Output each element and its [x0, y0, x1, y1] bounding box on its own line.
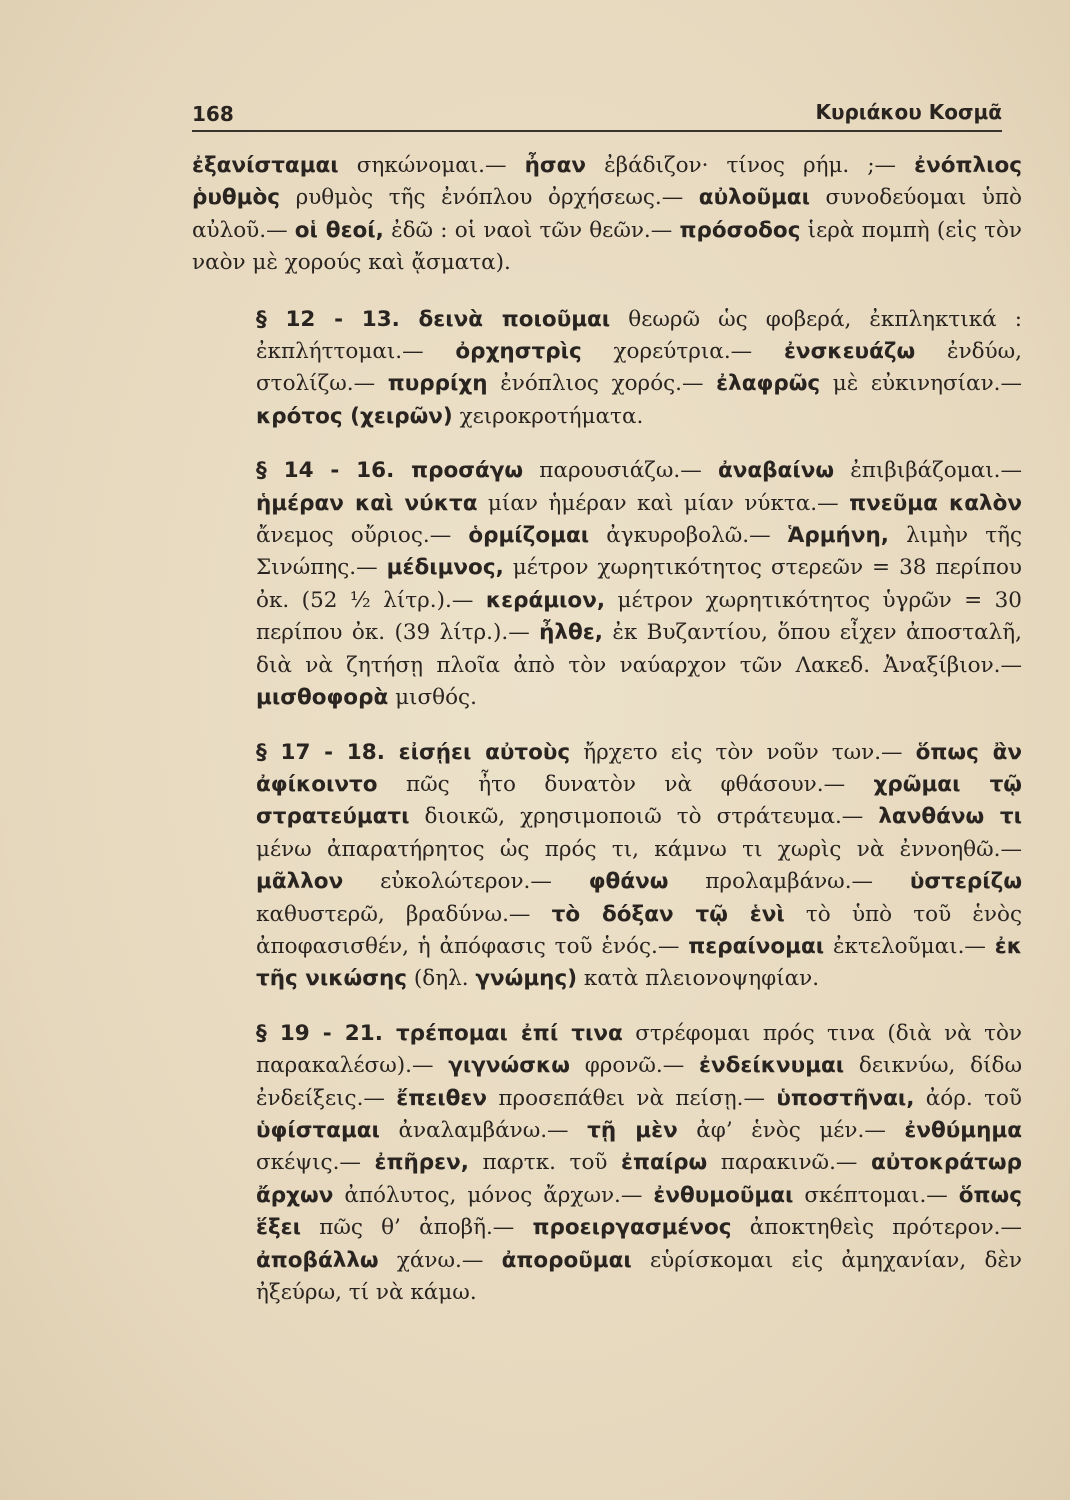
glossary-term: γνώμης)	[475, 966, 578, 992]
glossary-term: πυρρίχη	[387, 371, 488, 397]
glossary-definition: χορεύτρια.—	[581, 339, 784, 365]
glossary-definition: καθυστερῶ, βραδύνω.—	[256, 901, 552, 927]
glossary-paragraph	[192, 1018, 1022, 1310]
glossary-term: αὐτοκράτωρ ἄρχων	[256, 1150, 1022, 1208]
glossary-term: φθάνω	[588, 869, 669, 895]
glossary-definition: θεωρῶ ὡς φοβερά, ἐκπληκτικά : ἐκπλήττομαι.—	[256, 306, 1022, 365]
glossary-definition: κατὰ πλειονοψηφίαν.	[577, 966, 820, 992]
glossary-definition: χάνω.—	[378, 1247, 502, 1273]
page-header	[192, 100, 1002, 132]
glossary-term: μᾶλλον	[256, 869, 344, 895]
glossary-term: ὅπως ἕξει	[256, 1182, 1022, 1241]
glossary-definition: διοικῶ, χρησιμοποιῶ τὸ στράτευμα.—	[409, 804, 879, 830]
glossary-term: χρῶμαι τῷ στρατεύματι	[256, 771, 1022, 830]
glossary-definition: μένω ἀπαρατήρητος ὡς πρός τι, κάμνω τι χωρὶς νὰ ἐννοηθῶ.—	[256, 836, 1022, 862]
glossary-term: Ἁρμήνη,	[787, 523, 889, 549]
glossary-definition: σηκώνομαι.—	[338, 153, 525, 178]
glossary-term: ἐπαίρω	[621, 1150, 708, 1176]
glossary-definition: μέτρον χωρητικότητος στερεῶν = 38 περίπου ὀκ. (52 ½ λίτρ.).—	[256, 555, 1022, 613]
glossary-definition: λιμὴν τῆς Σινώπης.—	[256, 523, 1023, 581]
glossary-definition: στρέφομαι πρός τινα (διὰ νὰ τὸν παρακαλέσω).—	[256, 1020, 1022, 1079]
glossary-term: ἡμέραν καὶ νύκτα	[256, 490, 478, 516]
glossary-definition: ἐπιβιβάζομαι.—	[834, 458, 1022, 484]
glossary-term: κρότος (χειρῶν)	[256, 403, 453, 429]
glossary-definition: ἐδῶ : οἱ ναοὶ τῶν θεῶν.—	[383, 217, 680, 243]
glossary-term: ὑποστῆναι,	[776, 1085, 915, 1111]
glossary-definition: δεικνύω, δίδω ἐνδείξεις.—	[256, 1053, 1022, 1111]
glossary-definition: παρουσιάζω.—	[523, 458, 718, 484]
glossary-definition: ἐνόπλιος χορός.—	[487, 371, 717, 397]
section-marker: § 19 - 21.	[256, 1020, 396, 1046]
glossary-term: ὁρμίζομαι	[468, 523, 590, 549]
glossary-definition: πῶς ἦτο δυνατὸν νὰ φθάσουν.—	[377, 771, 874, 797]
glossary-definition: ἐνδύω, στολίζω.—	[256, 339, 1023, 397]
glossary-definition: ρυθμὸς τῆς ἐνόπλου ὀρχήσεως.—	[280, 185, 699, 211]
glossary-definition: ἀναλαμβάνω.—	[379, 1117, 588, 1143]
glossary-term: πρόσοδος	[679, 217, 801, 243]
glossary-term: αὐλοῦμαι	[698, 185, 810, 211]
glossary-term: τῇ μὲν	[587, 1117, 678, 1143]
glossary-definition: ἐβάδιζον· τίνος ρήμ. ;—	[586, 153, 915, 178]
glossary-definition: εὑρίσκομαι εἰς ἀμηχανίαν, δὲν ἠξεύρω, τί νὰ κάμω.	[256, 1247, 1022, 1305]
glossary-definition: σκέπτομαι.—	[793, 1182, 959, 1208]
glossary-paragraph	[192, 737, 1022, 996]
glossary-definition: ἄνεμος οὔριος.—	[256, 523, 469, 549]
glossary-definition: μὲ εὐκινησίαν.—	[820, 371, 1022, 397]
glossary-definition: πῶς θ’ ἀποβῆ.—	[301, 1215, 533, 1241]
running-head: Κυριάκου Κοσμᾶ	[815, 100, 1002, 124]
glossary-definition: χειροκροτήματα.	[452, 403, 644, 429]
glossary-term: μέδιμνος,	[386, 555, 504, 581]
glossary-term: ἐνσκευάζω	[783, 339, 916, 365]
glossary-definition: ἀγκυροβολῶ.—	[589, 523, 788, 549]
glossary-term: τὸ δόξαν τῷ ἑνὶ	[551, 901, 785, 927]
glossary-definition: ἀφ’ ἑνὸς μέν.—	[677, 1117, 905, 1143]
glossary-term: ὀρχηστρὶς	[455, 339, 582, 365]
glossary-paragraph	[192, 150, 1022, 280]
glossary-term: οἱ θεοί,	[294, 217, 384, 243]
glossary-term: κεράμιον,	[485, 587, 606, 613]
glossary-term: προειργασμένος	[532, 1215, 732, 1241]
glossary-paragraph	[192, 304, 1022, 434]
glossary-definition: (δηλ.	[407, 966, 476, 992]
glossary-term: τρέπομαι ἐπί τινα	[395, 1020, 623, 1046]
glossary-definition: τὸ ὑπὸ τοῦ ἑνὸς ἀποφασισθέν, ἡ ἀπόφασις τοῦ ἑνός.—	[256, 901, 1022, 959]
glossary-term: ἦλθε,	[539, 620, 603, 646]
glossary-definition: σκέψις.—	[256, 1150, 375, 1176]
glossary-term: ἀποβάλλω	[256, 1247, 379, 1273]
glossary-definition: συνοδεύομαι ὑπὸ αὐλοῦ.—	[192, 185, 1023, 243]
glossary-term: ὑφίσταμαι	[256, 1117, 380, 1143]
glossary-term: περαίνομαι	[688, 933, 825, 959]
glossary-term: ἐνδείκνυμαι	[699, 1053, 845, 1079]
glossary-term: ἦσαν	[524, 153, 587, 178]
glossary-term: ἀναβαίνω	[717, 458, 835, 484]
glossary-definition: ἀποκτηθεὶς πρότερον.—	[731, 1215, 1022, 1241]
glossary-term: ἐνόπλιος ῥυθμὸς	[192, 153, 1023, 211]
glossary-term: ὅπως ἂν ἀφίκοιντο	[256, 739, 1022, 797]
glossary-definition: ἱερὰ πομπὴ (εἰς τὸν ναὸν μὲ χορούς καὶ ᾄσματα).	[192, 217, 1023, 276]
section-marker: § 14 - 16.	[256, 458, 412, 484]
glossary-definition: ἤρχετο εἰς τὸν νοῦν των.—	[570, 739, 916, 765]
glossary-text	[192, 150, 1022, 1331]
glossary-definition: παρτκ. τοῦ	[468, 1150, 622, 1176]
glossary-definition: παρακινῶ.—	[707, 1150, 871, 1176]
glossary-definition: μισθός.	[388, 685, 477, 711]
glossary-term: πνεῦμα καλὸν	[849, 490, 1023, 516]
glossary-paragraph	[192, 455, 1022, 714]
glossary-definition: μίαν ἡμέραν καὶ μίαν νύκτα.—	[477, 490, 850, 516]
glossary-term: ἐκ τῆς νικώσης	[256, 933, 1022, 992]
glossary-term: ὑστερίζω	[909, 869, 1023, 895]
glossary-term: ἐπῆρεν,	[374, 1150, 469, 1176]
glossary-definition: προλαμβάνω.—	[668, 869, 910, 895]
glossary-term: ἀποροῦμαι	[501, 1247, 632, 1273]
glossary-definition: εὐκολώτερον.—	[343, 869, 589, 895]
glossary-term: ἐνθύμημα	[904, 1117, 1022, 1143]
section-marker: § 12 - 13.	[256, 306, 419, 332]
glossary-term: ἔπειθεν	[396, 1085, 487, 1111]
glossary-term: εἰσῄει αὐτοὺς	[398, 739, 571, 765]
glossary-term: μισθοφορὰ	[256, 685, 389, 711]
glossary-term: γιγνώσκω	[448, 1053, 570, 1079]
page-number: 168	[192, 102, 234, 126]
glossary-definition: ἀόρ. τοῦ	[914, 1085, 1022, 1111]
section-marker: § 17 - 18.	[256, 739, 399, 765]
glossary-definition: ἐκ Βυζαντίου, ὅπου εἶχεν ἀποσταλῆ, διὰ νὰ ζητήσῃ πλοῖα ἀπὸ τὸν ναύαρχον τῶν Λακεδ. Ἀναξίβιον.—	[256, 620, 1022, 678]
glossary-term: δεινὰ ποιοῦμαι	[418, 306, 611, 332]
glossary-definition: φρονῶ.—	[569, 1053, 700, 1079]
glossary-definition: ἀπόλυτος, μόνος ἄρχων.—	[333, 1182, 654, 1208]
glossary-term: ἐνθυμοῦμαι	[653, 1182, 794, 1208]
glossary-definition: προσεπάθει νὰ πείσῃ.—	[486, 1085, 777, 1111]
glossary-term: λανθάνω τι	[878, 804, 1022, 830]
glossary-definition: μέτρον χωρητικότητος ὑγρῶν = 30 περίπου ὀκ. (39 λίτρ.).—	[256, 587, 1022, 646]
glossary-term: ἐξανίσταμαι	[192, 153, 339, 178]
glossary-term: ἐλαφρῶς	[716, 371, 821, 397]
glossary-definition: ἐκτελοῦμαι.—	[824, 933, 995, 959]
glossary-term: προσάγω	[411, 458, 524, 484]
